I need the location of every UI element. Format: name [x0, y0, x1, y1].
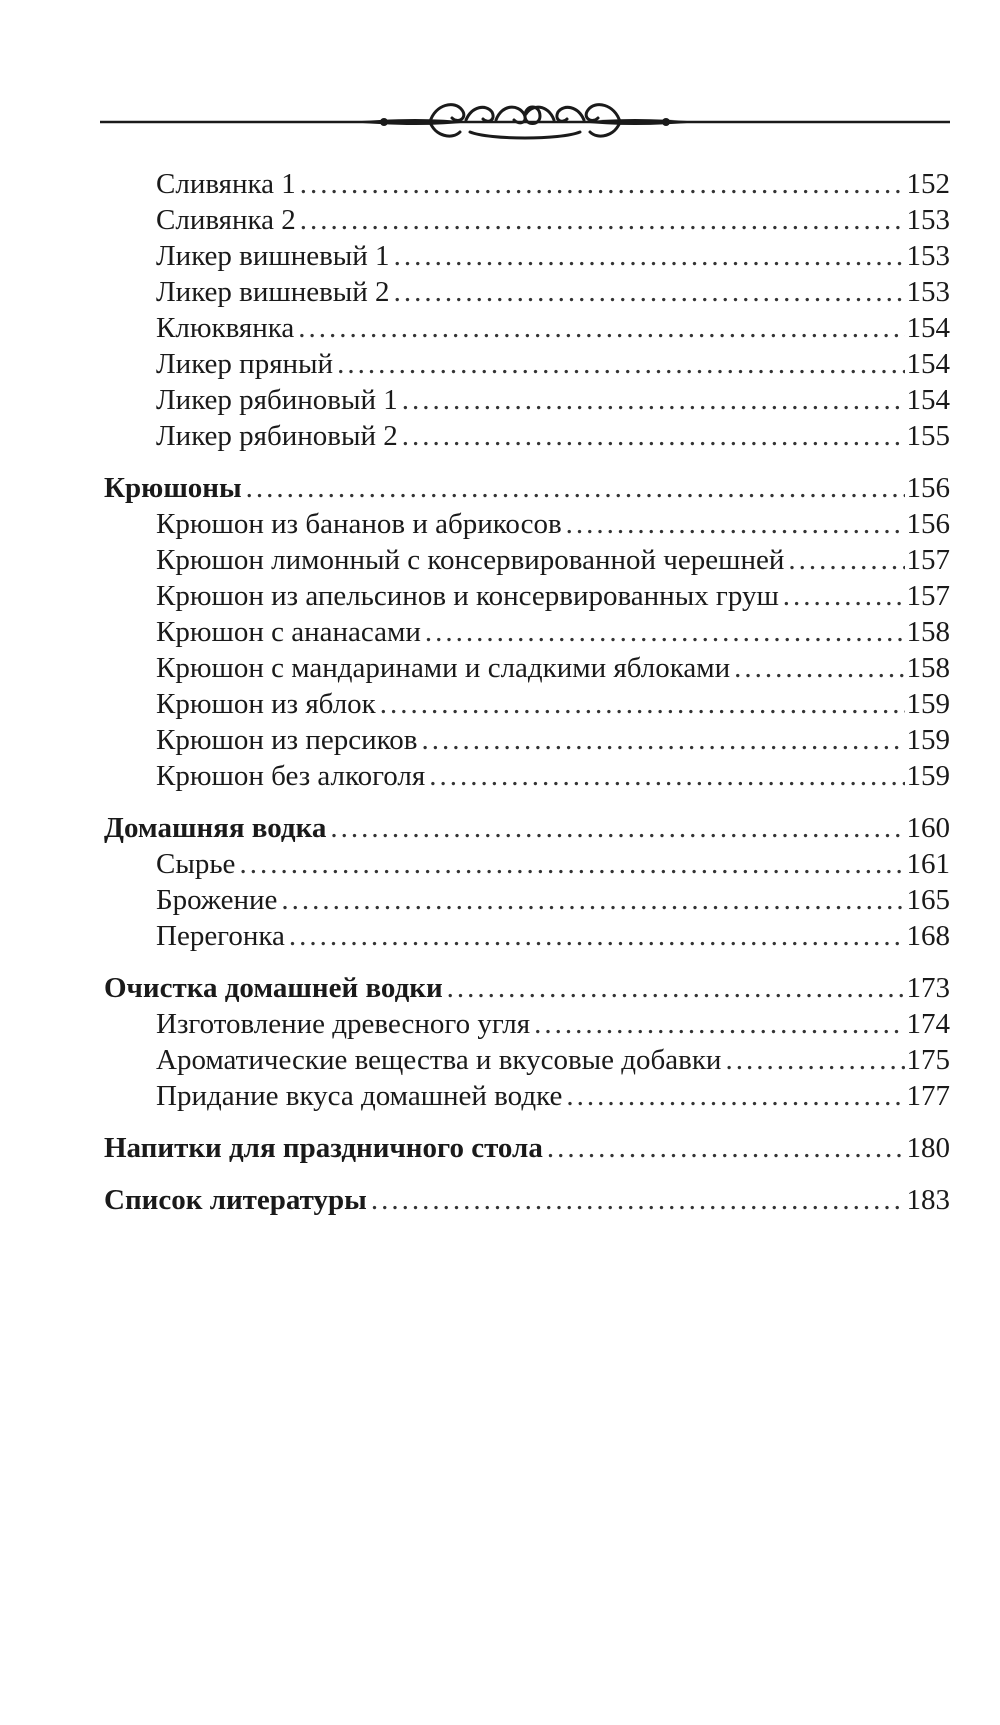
- toc-entry: [104, 846, 950, 882]
- toc-entry: [104, 202, 950, 238]
- entry-title: Придание вкуса домашней водке: [156, 1080, 563, 1112]
- page-number: 159: [906, 688, 950, 720]
- toc-entry: [104, 166, 950, 202]
- page-number: 183: [906, 1184, 950, 1216]
- page-number: 154: [906, 384, 950, 416]
- entry-title: Сливянка 1: [156, 168, 296, 200]
- dot-leader: [246, 470, 905, 506]
- toc-section: [104, 1130, 950, 1166]
- page-number: 160: [906, 812, 950, 844]
- dot-leader: [547, 1130, 905, 1166]
- page-number: 153: [906, 240, 950, 272]
- entry-title: Крюшон из яблок: [156, 688, 376, 720]
- toc-section-heading: [104, 470, 950, 506]
- entry-title: Ликер пряный: [156, 348, 334, 380]
- page-number: 154: [906, 348, 950, 380]
- toc-entry: [104, 382, 950, 418]
- toc-entry: [104, 650, 950, 686]
- page-number: 158: [906, 616, 950, 648]
- dot-leader: [429, 758, 904, 794]
- page-number: 153: [906, 276, 950, 308]
- entry-title: Крюшон лимонный с консервированной черешней: [156, 544, 785, 576]
- table-of-contents: [104, 166, 950, 1234]
- entry-title: Изготовление древесного угля: [156, 1008, 531, 1040]
- entry-title: Крюшон с ананасами: [156, 616, 421, 648]
- entry-title: Сливянка 2: [156, 204, 296, 236]
- dot-leader: [566, 506, 905, 542]
- dot-leader: [725, 1042, 904, 1078]
- entry-title: Крюшон из апельсинов и консервированных груш: [156, 580, 779, 612]
- toc-entry: [104, 418, 950, 454]
- entry-title: Ароматические вещества и вкусовые добавки: [156, 1044, 722, 1076]
- dot-leader: [566, 1078, 904, 1114]
- page-number: 159: [906, 760, 950, 792]
- toc-entry: [104, 238, 950, 274]
- toc-entry: [104, 918, 950, 954]
- dot-leader: [783, 578, 905, 614]
- toc-entry: [104, 686, 950, 722]
- entry-title: Ликер вишневый 2: [156, 276, 390, 308]
- page-number: 152: [906, 168, 950, 200]
- dot-leader: [421, 722, 904, 758]
- section-title: Напитки для праздничного стола: [104, 1132, 543, 1164]
- dot-leader: [300, 166, 905, 202]
- dot-leader: [300, 202, 905, 238]
- entry-title: Крюшон с мандаринами и сладкими яблоками: [156, 652, 731, 684]
- toc-section: [104, 1182, 950, 1218]
- page-number: 173: [906, 972, 950, 1004]
- section-title: Список литературы: [104, 1184, 367, 1216]
- toc-section-heading: [104, 970, 950, 1006]
- dot-leader: [337, 346, 904, 382]
- page-number: 155: [906, 420, 950, 452]
- page-number: 168: [906, 920, 950, 952]
- dot-leader: [402, 418, 905, 454]
- toc-section: [104, 970, 950, 1114]
- page-number: 153: [906, 204, 950, 236]
- section-title: Домашняя водка: [104, 812, 327, 844]
- entry-title: Ликер рябиновый 2: [156, 420, 398, 452]
- toc-entry: [104, 882, 950, 918]
- entry-title: Брожение: [156, 884, 278, 916]
- toc-section: [104, 470, 950, 794]
- page-number: 174: [906, 1008, 950, 1040]
- dot-leader: [447, 970, 905, 1006]
- entry-title: Ликер рябиновый 1: [156, 384, 398, 416]
- toc-entry: [104, 614, 950, 650]
- dot-leader: [534, 1006, 904, 1042]
- toc-section: [104, 810, 950, 954]
- dot-leader: [371, 1182, 905, 1218]
- dot-leader: [425, 614, 905, 650]
- entry-title: Крюшон из бананов и абрикосов: [156, 508, 562, 540]
- dot-leader: [281, 882, 904, 918]
- toc-entry: [104, 1078, 950, 1114]
- dot-leader: [239, 846, 904, 882]
- page-number: 177: [906, 1080, 950, 1112]
- toc-entry: [104, 542, 950, 578]
- page-number: 161: [906, 848, 950, 880]
- page-number: 159: [906, 724, 950, 756]
- page-number: 158: [906, 652, 950, 684]
- page-number: 154: [906, 312, 950, 344]
- dot-leader: [788, 542, 904, 578]
- toc-entry: [104, 346, 950, 382]
- toc-section-heading: [104, 810, 950, 846]
- toc-entry: [104, 310, 950, 346]
- dot-leader: [402, 382, 905, 418]
- entry-title: Крюшон из персиков: [156, 724, 418, 756]
- toc-entry: [104, 758, 950, 794]
- dot-leader: [289, 918, 905, 954]
- toc-entry: [104, 578, 950, 614]
- page-number: 175: [906, 1044, 950, 1076]
- entry-title: Сырье: [156, 848, 236, 880]
- toc-entry: [104, 722, 950, 758]
- entry-title: Клюквянка: [156, 312, 295, 344]
- section-title: Очистка домашней водки: [104, 972, 443, 1004]
- toc-entry: [104, 1042, 950, 1078]
- page-number: 180: [906, 1132, 950, 1164]
- section-title: Крюшоны: [104, 472, 242, 504]
- toc-entry: [104, 506, 950, 542]
- page-number: 157: [906, 544, 950, 576]
- entry-title: Ликер вишневый 1: [156, 240, 390, 272]
- dot-leader: [298, 310, 904, 346]
- toc-section-heading: [104, 1130, 950, 1166]
- toc-section-heading: [104, 1182, 950, 1218]
- page-number: 156: [906, 472, 950, 504]
- toc-entry: [104, 274, 950, 310]
- dot-leader: [394, 274, 905, 310]
- entry-title: Перегонка: [156, 920, 285, 952]
- toc-entry: [104, 1006, 950, 1042]
- toc-section: [104, 166, 950, 454]
- dot-leader: [330, 810, 904, 846]
- dot-leader: [394, 238, 905, 274]
- page-number: 165: [906, 884, 950, 916]
- page-number: 157: [906, 580, 950, 612]
- dot-leader: [734, 650, 904, 686]
- page-number: 156: [906, 508, 950, 540]
- entry-title: Крюшон без алкоголя: [156, 760, 426, 792]
- dot-leader: [380, 686, 905, 722]
- scroll-ornament-icon: [100, 92, 950, 152]
